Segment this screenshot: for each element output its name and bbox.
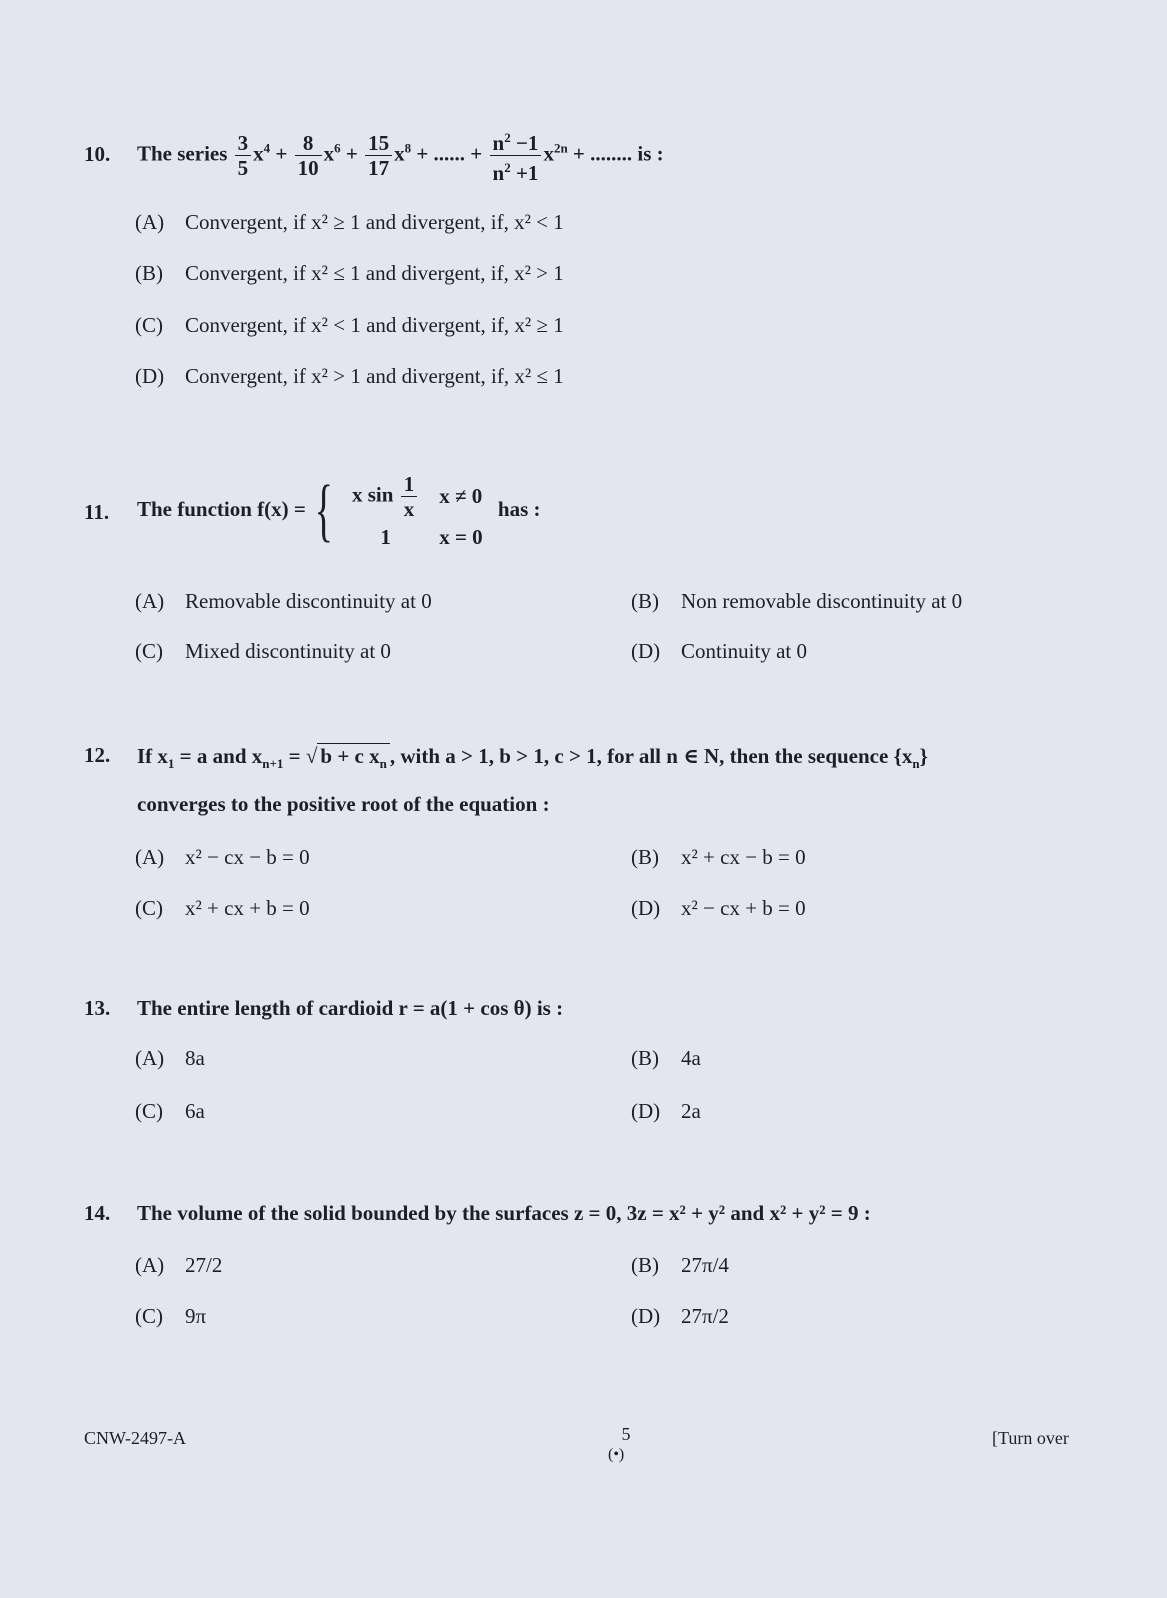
- q12-option-b: (B) x² + cx − b = 0: [631, 845, 806, 869]
- q14-option-c: (C) 9π: [135, 1304, 207, 1328]
- q10-option-c: (C) Convergent, if x² < 1 and divergent, if, x² ≥ 1: [135, 313, 564, 337]
- q12-option-c: (C) x² + cx + b = 0: [135, 896, 310, 920]
- q11-option-b: (B) Non removable discontinuity at 0: [631, 589, 963, 613]
- q13-stem: The entire length of cardioid r = a(1 + cos θ) is :: [137, 996, 564, 1020]
- q11-option-a: (A) Removable discontinuity at 0: [135, 589, 432, 613]
- q10-number: 10.: [84, 142, 111, 166]
- q13-option-c: (C) 6a: [135, 1099, 205, 1123]
- q11-option-c: (C) Mixed discontinuity at 0: [135, 639, 391, 663]
- turn-over-note: [Turn over: [992, 1428, 1069, 1448]
- q12-number: 12.: [84, 743, 111, 767]
- q14-option-b: (B) 27π/4: [631, 1253, 729, 1277]
- q10-stem: The series $\frac{3}{5}$ $x^4$ + $\frac{8}{10}$ $x^6$ + $\frac{15}{17}$ $x^8$ + ...... + $\frac{n^2 -1}{n^2 +1}$ $x^{2n}$ + ........ is :: [137, 126, 664, 185]
- q10-option-b: (B) Convergent, if x² ≤ 1 and divergent, if, x² > 1: [135, 261, 564, 285]
- q14-stem: The volume of the solid bounded by the surfaces z = 0, 3z = x² + y² and x² + y² = 9 :: [137, 1201, 871, 1225]
- page-number: 5: [621, 1424, 631, 1444]
- q11-number: 11.: [84, 500, 110, 524]
- q13-number: 13.: [84, 996, 111, 1020]
- q12-option-a: (A) x² − cx − b = 0: [135, 845, 310, 869]
- q14-option-d: (D) 27π/2: [631, 1304, 729, 1328]
- paper-code: CNW-2497-A: [84, 1428, 186, 1448]
- q12-stem-line2: converges to the positive root of the equation :: [137, 792, 550, 816]
- q13-option-b: (B) 4a: [631, 1046, 701, 1070]
- q14-number: 14.: [84, 1201, 111, 1225]
- q12-stem-line1: If $x_1 = a$ and $x_{n+1}$ = √ b + c $x_n$ , with a > 1, b > 1, c > 1, for all n ∈ N, then the sequence $\{x_n\}$: [137, 744, 928, 772]
- q10-option-a: (A) Convergent, if x² ≥ 1 and divergent, if, x² < 1: [135, 210, 564, 234]
- q10-option-d: (D) Convergent, if x² > 1 and divergent, if, x² ≤ 1: [135, 364, 564, 388]
- q14-option-a: (A) 27/2: [135, 1253, 223, 1277]
- q13-option-a: (A) 8a: [135, 1046, 205, 1070]
- q12-option-d: (D) x² − cx + b = 0: [631, 896, 806, 920]
- q11-option-d: (D) Continuity at 0: [631, 639, 807, 663]
- q13-option-d: (D) 2a: [631, 1099, 701, 1123]
- page-mark: (•): [608, 1446, 625, 1463]
- q11-stem: The function f(x) = { x sin $\frac{1}{x}$ x ≠ 0 1 x = 0 has :: [137, 472, 541, 549]
